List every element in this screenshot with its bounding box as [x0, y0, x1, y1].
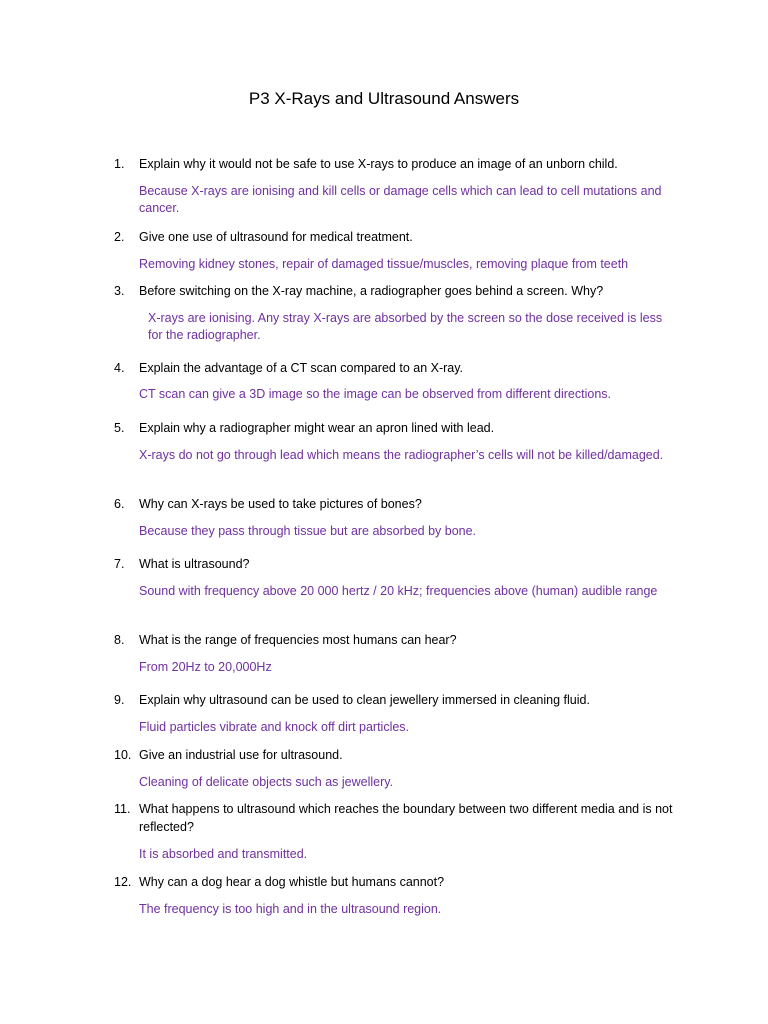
question-text: Give an industrial use for ultrasound. — [139, 748, 343, 762]
question-number: 10. — [114, 748, 132, 762]
question-text: What happens to ultrasound which reaches the boundary between two different media and is not reflected? — [139, 802, 673, 834]
answer-text: Because they pass through tissue but are absorbed by bone. — [139, 524, 477, 538]
question-number: 11. — [114, 802, 131, 816]
question-number: 8. — [114, 633, 125, 647]
answer-text: Cleaning of delicate objects such as jewellery. — [139, 775, 394, 789]
question-text: Explain why it would not be safe to use X-rays to produce an image of an unborn child. — [139, 157, 618, 171]
answer-text: Sound with frequency above 20 000 hertz / 20 kHz; frequencies above (human) audible range — [139, 584, 658, 598]
question-number: 3. — [114, 284, 125, 298]
question-text: Explain the advantage of a CT scan compared to an X-ray. — [139, 361, 464, 375]
question-text: Explain why a radiographer might wear an apron lined with lead. — [139, 421, 495, 435]
question-text: What is the range of frequencies most humans can hear? — [139, 633, 457, 647]
question-number: 2. — [114, 230, 125, 244]
answer-text: The frequency is too high and in the ultrasound region. — [139, 902, 442, 916]
question-number: 9. — [114, 693, 125, 707]
question-number: 4. — [114, 361, 125, 375]
answer-text: X-rays do not go through lead which means the radiographer’s cells will not be killed/damaged. — [139, 448, 664, 462]
question-text: Why can a dog hear a dog whistle but humans cannot? — [139, 875, 445, 889]
answer-text: From 20Hz to 20,000Hz — [139, 660, 272, 674]
answer-text: CT scan can give a 3D image so the image can be observed from different directions. — [139, 387, 612, 401]
answer-text: Because X-rays are ionising and kill cells or damage cells which can lead to cell mutations and cancer. — [139, 184, 662, 215]
answer-text: It is absorbed and transmitted. — [139, 847, 308, 861]
question-number: 7. — [114, 557, 125, 571]
question-text: Why can X-rays be used to take pictures of bones? — [139, 497, 422, 511]
question-number: 5. — [114, 421, 125, 435]
question-text: Before switching on the X-ray machine, a radiographer goes behind a screen. Why? — [139, 284, 604, 298]
answer-text: Fluid particles vibrate and knock off dirt particles. — [139, 720, 410, 734]
question-text: What is ultrasound? — [139, 557, 250, 571]
question-number: 1. — [114, 157, 125, 171]
question-text: Explain why ultrasound can be used to clean jewellery immersed in cleaning fluid. — [139, 693, 590, 707]
answer-text: Removing kidney stones, repair of damaged tissue/muscles, removing plaque from teeth — [139, 257, 629, 271]
question-number: 6. — [114, 497, 125, 511]
question-number: 12. — [114, 875, 132, 889]
question-text: Give one use of ultrasound for medical treatment. — [139, 230, 413, 244]
answer-text: X-rays are ionising. Any stray X-rays are absorbed by the screen so the dose received is less for the radiographer. — [148, 311, 663, 342]
page-title: P3 X-Rays and Ultrasound Answers — [248, 89, 520, 108]
